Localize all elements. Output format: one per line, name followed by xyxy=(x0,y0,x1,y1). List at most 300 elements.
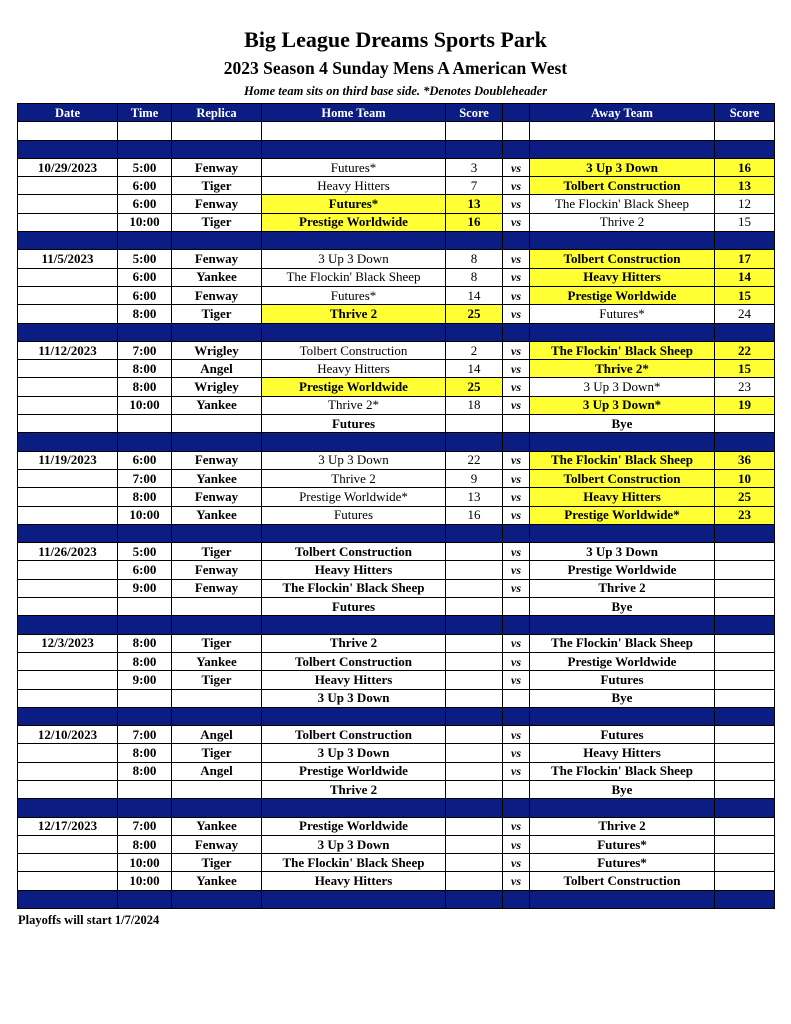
home-score-cell xyxy=(446,762,503,780)
away-team-cell: Heavy Hitters xyxy=(530,488,715,506)
separator-cell xyxy=(446,707,503,725)
week-separator xyxy=(18,799,775,817)
separator-cell xyxy=(530,616,715,634)
time-cell: 6:00 xyxy=(118,286,172,304)
away-team-cell: 3 Up 3 Down* xyxy=(530,396,715,414)
separator-cell xyxy=(446,140,503,158)
home-score-cell: 2 xyxy=(446,341,503,359)
away-score-cell: 15 xyxy=(715,286,775,304)
footer-note: Playoffs will start 1/7/2024 xyxy=(18,913,160,927)
separator-cell xyxy=(446,323,503,341)
home-score-cell xyxy=(446,780,503,798)
date-cell xyxy=(18,506,118,524)
time-cell xyxy=(118,415,172,433)
home-team-cell: Tolbert Construction xyxy=(262,652,446,670)
date-cell xyxy=(18,122,118,140)
game-row xyxy=(18,634,775,652)
home-score-cell: 22 xyxy=(446,451,503,469)
separator-cell xyxy=(446,232,503,250)
home-score-cell: 25 xyxy=(446,305,503,323)
away-team-cell: The Flockin' Black Sheep xyxy=(530,634,715,652)
date-cell xyxy=(18,286,118,304)
home-team-cell: 3 Up 3 Down xyxy=(262,250,446,268)
replica-cell: Fenway xyxy=(172,561,262,579)
home-score-cell xyxy=(446,415,503,433)
game-row xyxy=(18,671,775,689)
time-cell: 7:00 xyxy=(118,726,172,744)
away-team-cell: Tolbert Construction xyxy=(530,872,715,890)
away-team-cell xyxy=(530,122,715,140)
home-score-cell: 14 xyxy=(446,360,503,378)
away-team-cell: Tolbert Construction xyxy=(530,177,715,195)
away-score-cell: 15 xyxy=(715,360,775,378)
away-score-cell: 23 xyxy=(715,378,775,396)
vs-cell xyxy=(503,122,530,140)
away-score-cell: 14 xyxy=(715,268,775,286)
date-cell xyxy=(18,689,118,707)
vs-cell: vs xyxy=(503,378,530,396)
date-cell xyxy=(18,415,118,433)
home-team-cell: Futures* xyxy=(262,158,446,176)
game-row xyxy=(18,213,775,231)
vs-cell xyxy=(503,415,530,433)
schedule-body xyxy=(18,122,775,909)
replica-cell: Angel xyxy=(172,726,262,744)
vs-cell: vs xyxy=(503,561,530,579)
replica-cell: Tiger xyxy=(172,854,262,872)
separator-cell xyxy=(262,707,446,725)
time-cell: 7:00 xyxy=(118,469,172,487)
separator-cell xyxy=(262,799,446,817)
home-team-cell: 3 Up 3 Down xyxy=(262,744,446,762)
away-score-cell xyxy=(715,543,775,561)
vs-cell: vs xyxy=(503,872,530,890)
separator-cell xyxy=(503,433,530,451)
date-cell xyxy=(18,744,118,762)
separator-cell xyxy=(18,232,118,250)
date-cell xyxy=(18,268,118,286)
replica-cell: Tiger xyxy=(172,634,262,652)
schedule-table xyxy=(17,103,775,909)
separator-cell xyxy=(503,232,530,250)
date-cell xyxy=(18,652,118,670)
away-score-cell xyxy=(715,415,775,433)
home-team-cell: Thrive 2 xyxy=(262,634,446,652)
replica-cell: Fenway xyxy=(172,835,262,853)
separator-cell xyxy=(172,799,262,817)
away-team-cell: 3 Up 3 Down* xyxy=(530,378,715,396)
col-vs xyxy=(503,104,530,122)
vs-cell: vs xyxy=(503,451,530,469)
separator-cell xyxy=(18,433,118,451)
replica-cell: Wrigley xyxy=(172,341,262,359)
away-score-cell: 17 xyxy=(715,250,775,268)
away-score-cell: 36 xyxy=(715,451,775,469)
time-cell: 9:00 xyxy=(118,671,172,689)
home-team-cell: Thrive 2 xyxy=(262,469,446,487)
away-score-cell: 16 xyxy=(715,158,775,176)
separator-cell xyxy=(18,616,118,634)
separator-cell xyxy=(262,433,446,451)
vs-cell: vs xyxy=(503,744,530,762)
home-score-cell: 8 xyxy=(446,250,503,268)
page-title: Big League Dreams Sports Park xyxy=(244,27,547,52)
week-separator xyxy=(18,433,775,451)
time-cell: 6:00 xyxy=(118,451,172,469)
home-team-cell: Heavy Hitters xyxy=(262,671,446,689)
away-team-cell: The Flockin' Black Sheep xyxy=(530,195,715,213)
separator-cell xyxy=(530,323,715,341)
away-team-cell: Thrive 2* xyxy=(530,360,715,378)
week-separator xyxy=(18,707,775,725)
time-cell: 8:00 xyxy=(118,305,172,323)
header-row xyxy=(18,104,775,122)
away-score-cell: 24 xyxy=(715,305,775,323)
away-score-cell xyxy=(715,762,775,780)
home-score-cell xyxy=(446,817,503,835)
vs-cell: vs xyxy=(503,305,530,323)
replica-cell: Angel xyxy=(172,360,262,378)
away-team-cell: Bye xyxy=(530,689,715,707)
time-cell: 8:00 xyxy=(118,360,172,378)
game-row xyxy=(18,378,775,396)
vs-cell: vs xyxy=(503,854,530,872)
home-team-cell: Tolbert Construction xyxy=(262,543,446,561)
home-score-cell xyxy=(446,689,503,707)
separator-cell xyxy=(715,707,775,725)
away-score-cell xyxy=(715,652,775,670)
separator-cell xyxy=(262,890,446,908)
date-cell xyxy=(18,195,118,213)
separator-cell xyxy=(715,140,775,158)
vs-cell: vs xyxy=(503,341,530,359)
date-cell: 11/12/2023 xyxy=(18,341,118,359)
separator-cell xyxy=(118,524,172,542)
date-cell xyxy=(18,598,118,616)
date-cell xyxy=(18,396,118,414)
time-cell: 8:00 xyxy=(118,835,172,853)
home-score-cell xyxy=(446,726,503,744)
game-row xyxy=(18,872,775,890)
separator-cell xyxy=(530,524,715,542)
replica-cell: Yankee xyxy=(172,817,262,835)
replica-cell: Tiger xyxy=(172,213,262,231)
home-team-cell: Futures* xyxy=(262,286,446,304)
replica-cell: Fenway xyxy=(172,488,262,506)
game-row xyxy=(18,396,775,414)
away-team-cell: Bye xyxy=(530,598,715,616)
home-team-cell: Heavy Hitters xyxy=(262,872,446,890)
replica-cell xyxy=(172,598,262,616)
home-team-cell: Futures* xyxy=(262,195,446,213)
away-score-cell xyxy=(715,744,775,762)
date-cell xyxy=(18,561,118,579)
week-separator xyxy=(18,140,775,158)
separator-cell xyxy=(172,890,262,908)
game-row xyxy=(18,652,775,670)
date-cell: 11/5/2023 xyxy=(18,250,118,268)
separator-cell xyxy=(18,799,118,817)
time-cell: 10:00 xyxy=(118,213,172,231)
date-cell xyxy=(18,213,118,231)
vs-cell xyxy=(503,598,530,616)
vs-cell: vs xyxy=(503,158,530,176)
game-row xyxy=(18,286,775,304)
away-team-cell: Futures xyxy=(530,726,715,744)
game-row xyxy=(18,561,775,579)
home-team-cell: Prestige Worldwide xyxy=(262,762,446,780)
game-row xyxy=(18,122,775,140)
week-separator xyxy=(18,232,775,250)
separator-cell xyxy=(172,433,262,451)
time-cell: 5:00 xyxy=(118,543,172,561)
game-row xyxy=(18,817,775,835)
home-score-cell: 14 xyxy=(446,286,503,304)
time-cell xyxy=(118,780,172,798)
date-cell: 12/3/2023 xyxy=(18,634,118,652)
home-score-cell: 13 xyxy=(446,488,503,506)
vs-cell: vs xyxy=(503,506,530,524)
replica-cell xyxy=(172,415,262,433)
away-score-cell xyxy=(715,122,775,140)
date-cell xyxy=(18,378,118,396)
time-cell: 7:00 xyxy=(118,341,172,359)
time-cell: 9:00 xyxy=(118,579,172,597)
away-score-cell xyxy=(715,854,775,872)
vs-cell: vs xyxy=(503,213,530,231)
separator-cell xyxy=(530,232,715,250)
page-subtitle: 2023 Season 4 Sunday Mens A American West xyxy=(223,58,568,78)
separator-cell xyxy=(715,433,775,451)
home-team-cell: Prestige Worldwide xyxy=(262,378,446,396)
vs-cell: vs xyxy=(503,488,530,506)
home-team-cell: 3 Up 3 Down xyxy=(262,451,446,469)
home-score-cell xyxy=(446,579,503,597)
home-score-cell xyxy=(446,652,503,670)
separator-cell xyxy=(446,616,503,634)
away-score-cell xyxy=(715,671,775,689)
date-cell xyxy=(18,579,118,597)
game-row xyxy=(18,488,775,506)
game-row xyxy=(18,506,775,524)
separator-cell xyxy=(118,616,172,634)
week-separator xyxy=(18,616,775,634)
game-row xyxy=(18,268,775,286)
replica-cell: Fenway xyxy=(172,158,262,176)
time-cell: 8:00 xyxy=(118,634,172,652)
away-score-cell: 19 xyxy=(715,396,775,414)
home-team-cell: Heavy Hitters xyxy=(262,561,446,579)
separator-cell xyxy=(18,890,118,908)
home-team-cell: 3 Up 3 Down xyxy=(262,689,446,707)
away-score-cell: 12 xyxy=(715,195,775,213)
vs-cell: vs xyxy=(503,543,530,561)
away-team-cell: Prestige Worldwide xyxy=(530,286,715,304)
home-team-cell: Thrive 2 xyxy=(262,780,446,798)
separator-cell xyxy=(118,140,172,158)
separator-cell xyxy=(262,232,446,250)
time-cell: 8:00 xyxy=(118,762,172,780)
time-cell: 10:00 xyxy=(118,854,172,872)
home-score-cell xyxy=(446,671,503,689)
home-score-cell: 7 xyxy=(446,177,503,195)
date-cell xyxy=(18,469,118,487)
home-team-cell: Prestige Worldwide xyxy=(262,213,446,231)
home-team-cell: Prestige Worldwide* xyxy=(262,488,446,506)
game-row xyxy=(18,726,775,744)
home-team-cell: 3 Up 3 Down xyxy=(262,835,446,853)
away-score-cell xyxy=(715,561,775,579)
home-team-cell: Tolbert Construction xyxy=(262,341,446,359)
date-cell xyxy=(18,835,118,853)
separator-cell xyxy=(530,140,715,158)
time-cell: 8:00 xyxy=(118,652,172,670)
replica-cell: Tiger xyxy=(172,177,262,195)
time-cell: 10:00 xyxy=(118,872,172,890)
game-row xyxy=(18,835,775,853)
away-score-cell: 23 xyxy=(715,506,775,524)
separator-cell xyxy=(118,323,172,341)
away-team-cell: Bye xyxy=(530,780,715,798)
date-cell xyxy=(18,762,118,780)
game-row xyxy=(18,195,775,213)
game-row xyxy=(18,415,775,433)
col-date: Date xyxy=(18,104,118,122)
time-cell: 8:00 xyxy=(118,378,172,396)
col-away-team: Away Team xyxy=(530,104,715,122)
date-cell: 11/26/2023 xyxy=(18,543,118,561)
replica-cell: Yankee xyxy=(172,268,262,286)
game-row xyxy=(18,744,775,762)
time-cell: 10:00 xyxy=(118,506,172,524)
separator-cell xyxy=(503,707,530,725)
game-row xyxy=(18,177,775,195)
replica-cell xyxy=(172,780,262,798)
time-cell xyxy=(118,122,172,140)
time-cell: 5:00 xyxy=(118,158,172,176)
away-team-cell: Heavy Hitters xyxy=(530,744,715,762)
separator-cell xyxy=(118,799,172,817)
separator-cell xyxy=(18,140,118,158)
game-row xyxy=(18,543,775,561)
away-team-cell: Bye xyxy=(530,415,715,433)
separator-cell xyxy=(18,524,118,542)
date-cell xyxy=(18,854,118,872)
replica-cell: Yankee xyxy=(172,506,262,524)
home-score-cell: 8 xyxy=(446,268,503,286)
away-team-cell: 3 Up 3 Down xyxy=(530,158,715,176)
separator-cell xyxy=(172,616,262,634)
vs-cell: vs xyxy=(503,469,530,487)
away-team-cell: The Flockin' Black Sheep xyxy=(530,341,715,359)
separator-cell xyxy=(118,433,172,451)
separator-cell xyxy=(118,890,172,908)
game-row xyxy=(18,250,775,268)
home-score-cell xyxy=(446,854,503,872)
week-separator xyxy=(18,890,775,908)
date-cell: 12/10/2023 xyxy=(18,726,118,744)
away-team-cell: Tolbert Construction xyxy=(530,469,715,487)
date-cell xyxy=(18,305,118,323)
home-team-cell: Futures xyxy=(262,415,446,433)
game-row xyxy=(18,780,775,798)
separator-cell xyxy=(530,799,715,817)
col-time: Time xyxy=(118,104,172,122)
separator-cell xyxy=(118,707,172,725)
vs-cell: vs xyxy=(503,817,530,835)
time-cell: 6:00 xyxy=(118,268,172,286)
home-score-cell: 3 xyxy=(446,158,503,176)
date-cell xyxy=(18,872,118,890)
replica-cell: Fenway xyxy=(172,250,262,268)
col-away-score: Score xyxy=(715,104,775,122)
home-score-cell: 9 xyxy=(446,469,503,487)
away-team-cell: Prestige Worldwide* xyxy=(530,506,715,524)
time-cell xyxy=(118,689,172,707)
home-team-cell: Futures xyxy=(262,506,446,524)
replica-cell: Fenway xyxy=(172,286,262,304)
away-team-cell: Prestige Worldwide xyxy=(530,561,715,579)
time-cell: 6:00 xyxy=(118,195,172,213)
home-team-cell: Prestige Worldwide xyxy=(262,817,446,835)
vs-cell: vs xyxy=(503,360,530,378)
separator-cell xyxy=(503,616,530,634)
home-team-cell: The Flockin' Black Sheep xyxy=(262,854,446,872)
col-replica: Replica xyxy=(172,104,262,122)
time-cell: 10:00 xyxy=(118,396,172,414)
time-cell xyxy=(118,598,172,616)
away-score-cell: 22 xyxy=(715,341,775,359)
vs-cell: vs xyxy=(503,396,530,414)
home-score-cell xyxy=(446,744,503,762)
separator-cell xyxy=(172,707,262,725)
home-score-cell xyxy=(446,835,503,853)
col-home-score: Score xyxy=(446,104,503,122)
replica-cell: Yankee xyxy=(172,872,262,890)
away-team-cell: Thrive 2 xyxy=(530,817,715,835)
away-score-cell xyxy=(715,835,775,853)
vs-cell: vs xyxy=(503,579,530,597)
replica-cell: Wrigley xyxy=(172,378,262,396)
date-cell xyxy=(18,177,118,195)
replica-cell: Yankee xyxy=(172,652,262,670)
game-row xyxy=(18,854,775,872)
separator-cell xyxy=(715,799,775,817)
away-team-cell: Futures* xyxy=(530,854,715,872)
separator-cell xyxy=(262,140,446,158)
home-team-cell xyxy=(262,122,446,140)
away-team-cell: Heavy Hitters xyxy=(530,268,715,286)
separator-cell xyxy=(262,616,446,634)
home-team-cell: Heavy Hitters xyxy=(262,177,446,195)
separator-cell xyxy=(172,524,262,542)
replica-cell xyxy=(172,122,262,140)
home-score-cell: 13 xyxy=(446,195,503,213)
separator-cell xyxy=(715,616,775,634)
separator-cell xyxy=(715,232,775,250)
replica-cell: Yankee xyxy=(172,469,262,487)
separator-cell xyxy=(503,323,530,341)
home-team-cell: Thrive 2 xyxy=(262,305,446,323)
vs-cell xyxy=(503,689,530,707)
col-home-team: Home Team xyxy=(262,104,446,122)
away-team-cell: Tolbert Construction xyxy=(530,250,715,268)
home-score-cell: 18 xyxy=(446,396,503,414)
date-cell: 12/17/2023 xyxy=(18,817,118,835)
time-cell: 5:00 xyxy=(118,250,172,268)
date-cell: 11/19/2023 xyxy=(18,451,118,469)
separator-cell xyxy=(446,890,503,908)
